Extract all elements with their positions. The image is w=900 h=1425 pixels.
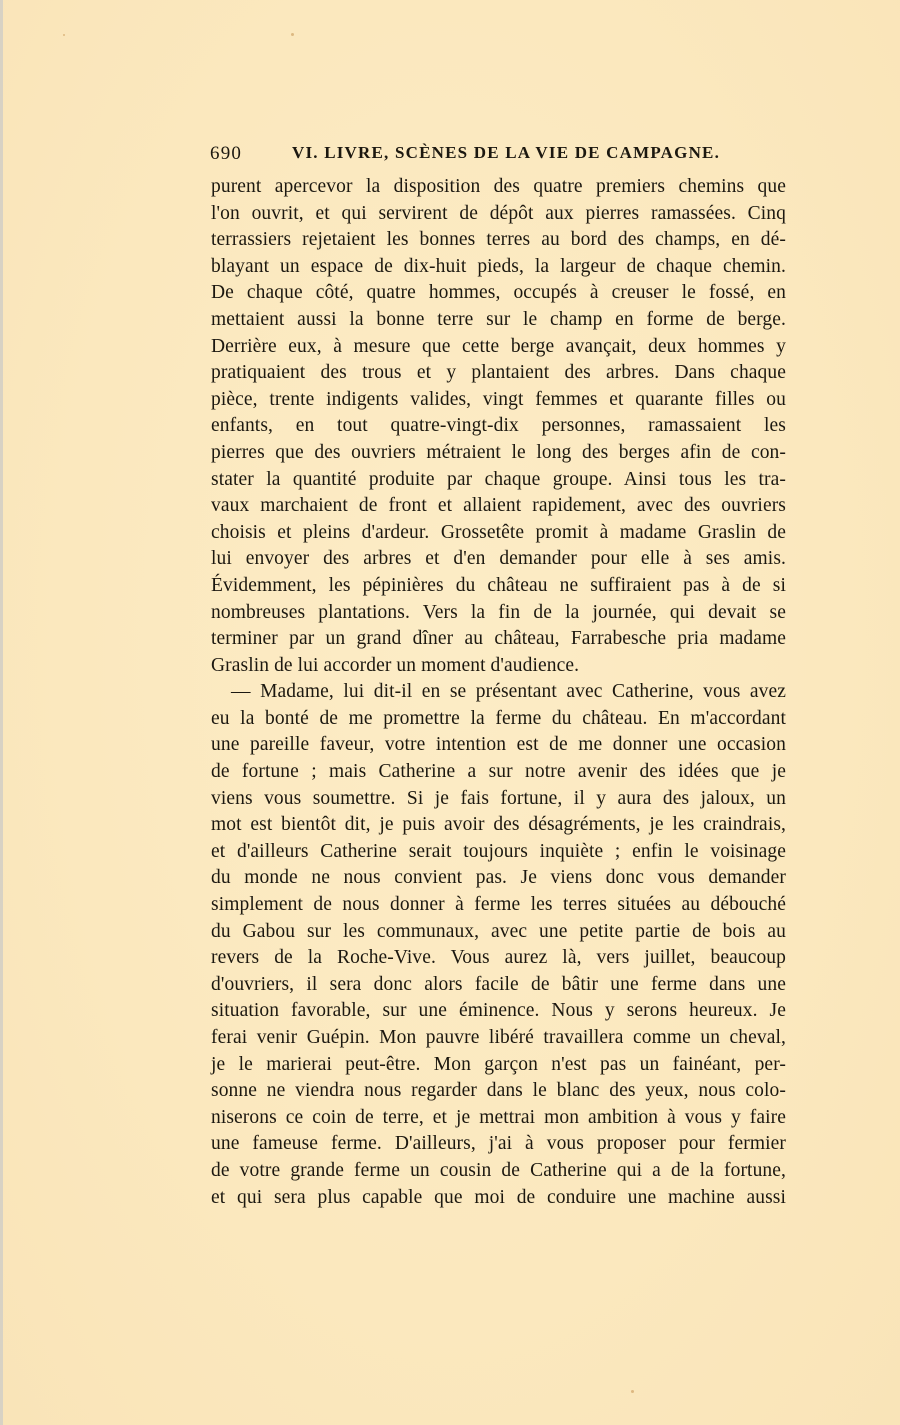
text-line: l'on ouvrit, et qui servirent de dépôt aux pierres ramassées. Cinq — [211, 202, 786, 224]
text-line: ferai venir Guépin. Mon pauvre libéré travaillera comme un cheval, — [211, 1027, 786, 1048]
text-line: nombreuses plantations. Vers la fin de la journée, qui devait se — [211, 601, 786, 623]
text-line: du monde ne nous convient pas. Je viens donc vous demander — [211, 867, 786, 889]
text-line: et qui sera plus capable que moi de conduire une machine aussi — [211, 1186, 786, 1208]
text-line: De chaque côté, quatre hommes, occupés à creuser le fossé, en — [211, 282, 786, 304]
running-header — [210, 143, 788, 167]
text-line: situation favorable, sur une éminence. Nous y serons heureux. Je — [211, 1000, 786, 1022]
text-line: de fortune ; mais Catherine a sur notre avenir des idées que je — [211, 761, 786, 783]
text-line: d'ouvriers, il sera donc alors facile de bâtir une ferme dans une — [211, 973, 786, 995]
text-line: purent apercevor la disposition des quatre premiers chemins que — [211, 176, 786, 197]
text-line: terrassiers rejetaient les bonnes terres au bord des champs, en dé- — [211, 229, 786, 251]
text-line: revers de la Roche-Vive. Vous aurez là, vers juillet, beaucoup — [211, 947, 786, 969]
text-line: pierres que des ouvriers métraient le long des berges afin de con- — [211, 441, 786, 463]
paper-speck — [291, 33, 294, 36]
text-line: blayant un espace de dix-huit pieds, la largeur de chaque chemin. — [211, 255, 786, 277]
text-line: viens vous soumettre. Si je fais fortune, il y aura des jaloux, un — [211, 787, 786, 809]
text-line: et d'ailleurs Catherine serait toujours inquiète ; enfin le voisinage — [211, 840, 786, 862]
text-line: mettaient aussi la bonne terre sur le champ en forme de berge. — [211, 308, 786, 330]
text-line: de votre grande ferme un cousin de Catherine qui a de la fortune, — [211, 1159, 786, 1181]
text-line: stater la quantité produite par chaque groupe. Ainsi tous les tra- — [211, 468, 786, 490]
text-line: choisis et pleins d'ardeur. Grossetête promit à madame Graslin de — [211, 521, 786, 543]
text-line: Derrière eux, à mesure que cette berge avançait, deux hommes y — [211, 335, 786, 357]
body-text — [211, 174, 786, 1211]
text-line: je le marierai peut-être. Mon garçon n'est pas un fainéant, per- — [211, 1053, 786, 1075]
text-line: simplement de nous donner à ferme les terres situées au débouché — [211, 894, 786, 916]
paper-speck — [63, 34, 65, 36]
text-line: sonne ne viendra nous regarder dans le blanc des yeux, nous colo- — [211, 1080, 786, 1102]
text-line: une pareille faveur, votre intention est de me donner une occasion — [211, 734, 786, 756]
running-title: VI. LIVRE, SCÈNES DE LA VIE DE CAMPAGNE. — [292, 143, 721, 162]
text-line: du Gabou sur les communaux, avec une petite partie de bois au — [211, 920, 786, 942]
text-line: enfants, en tout quatre-vingt-dix personnes, ramassaient les — [211, 415, 786, 437]
text-line: eu la bonté de me promettre la ferme du château. En m'accordant — [211, 707, 786, 729]
text-line: Graslin de lui accorder un moment d'audience. — [211, 654, 580, 676]
text-line: pièce, trente indigents valides, vingt femmes et quarante filles ou — [211, 388, 786, 410]
text-line: Évidemment, les pépinières du château ne suffiraient pas à de si — [211, 574, 786, 596]
page-number: 690 — [210, 143, 243, 164]
text-line: lui envoyer des arbres et d'en demander pour elle à ses amis. — [211, 548, 786, 570]
text-line: niserons ce coin de terre, et je mettrai mon ambition à vous y faire — [211, 1106, 786, 1128]
text-line: mot est bientôt dit, je puis avoir des désagréments, je les craindrais, — [211, 814, 786, 836]
text-line: terminer par un grand dîner au château, Farrabesche pria madame — [211, 628, 786, 650]
text-line: — Madame, lui dit-il en se présentant avec Catherine, vous avez — [231, 681, 786, 703]
paper-speck — [631, 1390, 634, 1393]
text-line: une fameuse ferme. D'ailleurs, j'ai à vous proposer pour fermier — [211, 1133, 786, 1155]
text-line: vaux marchaient de front et allaient rapidement, avec des ouvriers — [211, 495, 786, 517]
text-line: pratiquaient des trous et y plantaient des arbres. Dans chaque — [211, 362, 786, 384]
